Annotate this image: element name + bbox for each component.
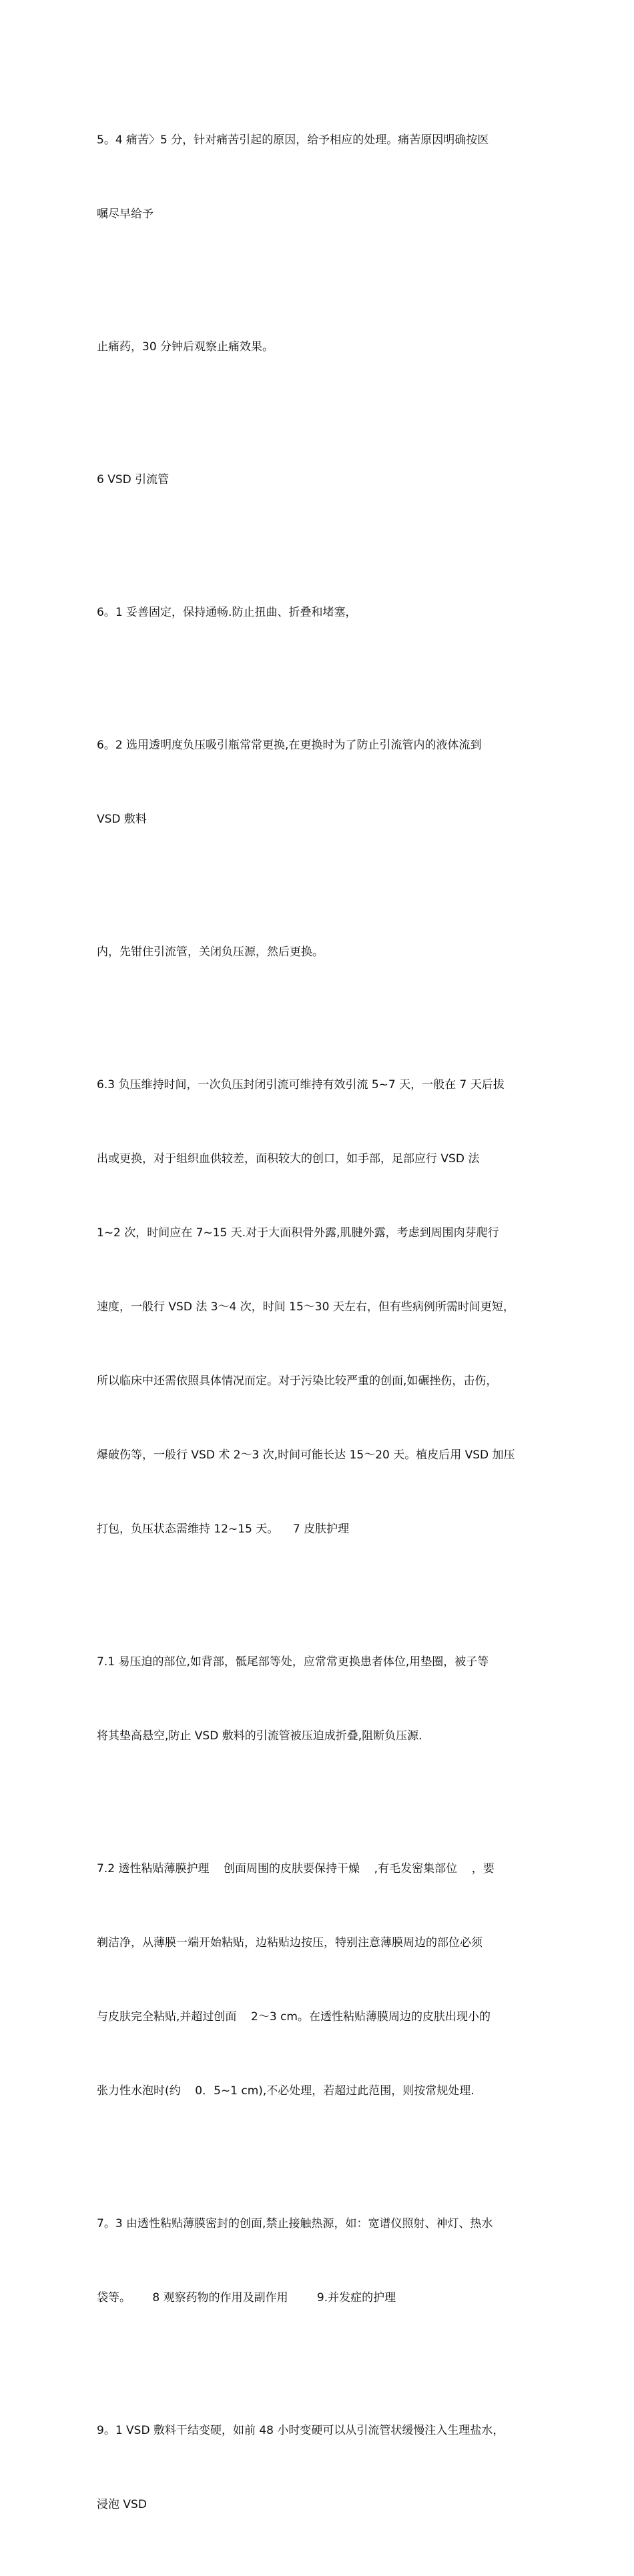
section-heading-6-vsd-drain <box>97 418 544 542</box>
text-line: 出或更换，对于组织血供较差，面积较大的创口，如手部，足部应行 VSD 法 <box>97 1152 480 1166</box>
text-line: 张力性水泡时(约 0．5~1 cm),不必处理，若超过此范围，则按常规处理. <box>97 2084 474 2098</box>
paragraph-7-1 <box>97 1601 544 1798</box>
text-line: VSD 敷料 <box>97 813 147 826</box>
text-line: 内，先钳住引流管，关闭负压源，然后更换。 <box>97 945 324 959</box>
text-line: 袋等。 8 观察药物的作用及副作用 9.并发症的护理 <box>97 2291 396 2304</box>
paragraph-7-3 <box>97 2162 544 2360</box>
text-line: 与皮肤完全粘贴,并超过创面 2～3 cm。在透性粘贴薄膜周边的皮肤出现小的 <box>97 2010 491 2024</box>
text-line: 5。4 痛苦〉5 分，针对痛苦引起的原因，给予相应的处理。痛苦原因明确按医 <box>97 133 489 147</box>
paragraph-7-2 <box>97 1807 544 2153</box>
paragraph-5-4-pain <box>97 79 544 276</box>
paragraph-6-2-continued <box>97 891 544 1014</box>
text-line: 所以临床中还需依照具体情况而定。对于污染比较严重的创面,如碾挫伤，击伤， <box>97 1374 498 1388</box>
text-line: 7。3 由透性粘贴薄膜密封的创面,禁止接触热源，如：宽谱仪照射、神灯、热水 <box>97 2217 493 2230</box>
paragraph-6-3 <box>97 1023 544 1591</box>
text-line: 6 VSD 引流管 <box>97 473 170 486</box>
paragraph-9-1 <box>97 2369 544 2567</box>
text-line: 1~2 次，时间应在 7~15 天.对于大面积骨外露,肌腱外露，考虑到周围肉芽爬行 <box>97 1226 499 1240</box>
text-line: 止痛药，30 分钟后观察止痛效果。 <box>97 340 274 354</box>
text-line: 6。2 选用透明度负压吸引瓶常常更换,在更换时为了防止引流管内的液体流到 <box>97 739 482 752</box>
paragraph-6-1 <box>97 551 544 675</box>
text-line: 爆破伤等，一般行 VSD 术 2～3 次,时间可能长达 15～20 天。植皮后用 VSD 加压 <box>97 1448 515 1462</box>
text-line: 9。1 VSD 敷料干结变硬，如前 48 小时变硬可以从引流管状缓慢注入生理盐水， <box>97 2424 505 2437</box>
text-line: 6.3 负压维持时间，一次负压封闭引流可维持有效引流 5~7 天，一般在 7 天后拔 <box>97 1078 505 1092</box>
text-line: 速度，一般行 VSD 法 3～4 次，时间 15～30 天左右，但有些病例所需时间更短， <box>97 1300 515 1314</box>
paragraph-analgesic <box>97 286 544 409</box>
paragraph-6-2 <box>97 684 544 881</box>
text-line: 将其垫高悬空,防止 VSD 敷料的引流管被压迫成折叠,阻断负压源. <box>97 1729 422 1743</box>
document-body <box>97 79 544 2576</box>
text-line: 剃洁净，从薄膜一端开始粘贴，边粘贴边按压，特别注意薄膜周边的部位必须 <box>97 1936 483 1950</box>
text-line: 浸泡 VSD <box>97 2498 147 2511</box>
text-line: 打包，负压状态需维持 12~15 天。 7 皮肤护理 <box>97 1523 350 1536</box>
text-line: 6。1 妥善固定，保持通畅.防止扭曲、折叠和堵塞， <box>97 606 357 619</box>
text-line: 7.2 透性粘贴薄膜护理 创面周围的皮肤要保持干燥 ,有毛发密集部位 ，要 <box>97 1862 495 1875</box>
text-line: 嘱尽早给予 <box>97 207 153 221</box>
text-line: 7.1 易压迫的部位,如背部，骶尾部等处，应常常更换患者体位,用垫圈，被子等 <box>97 1655 489 1669</box>
